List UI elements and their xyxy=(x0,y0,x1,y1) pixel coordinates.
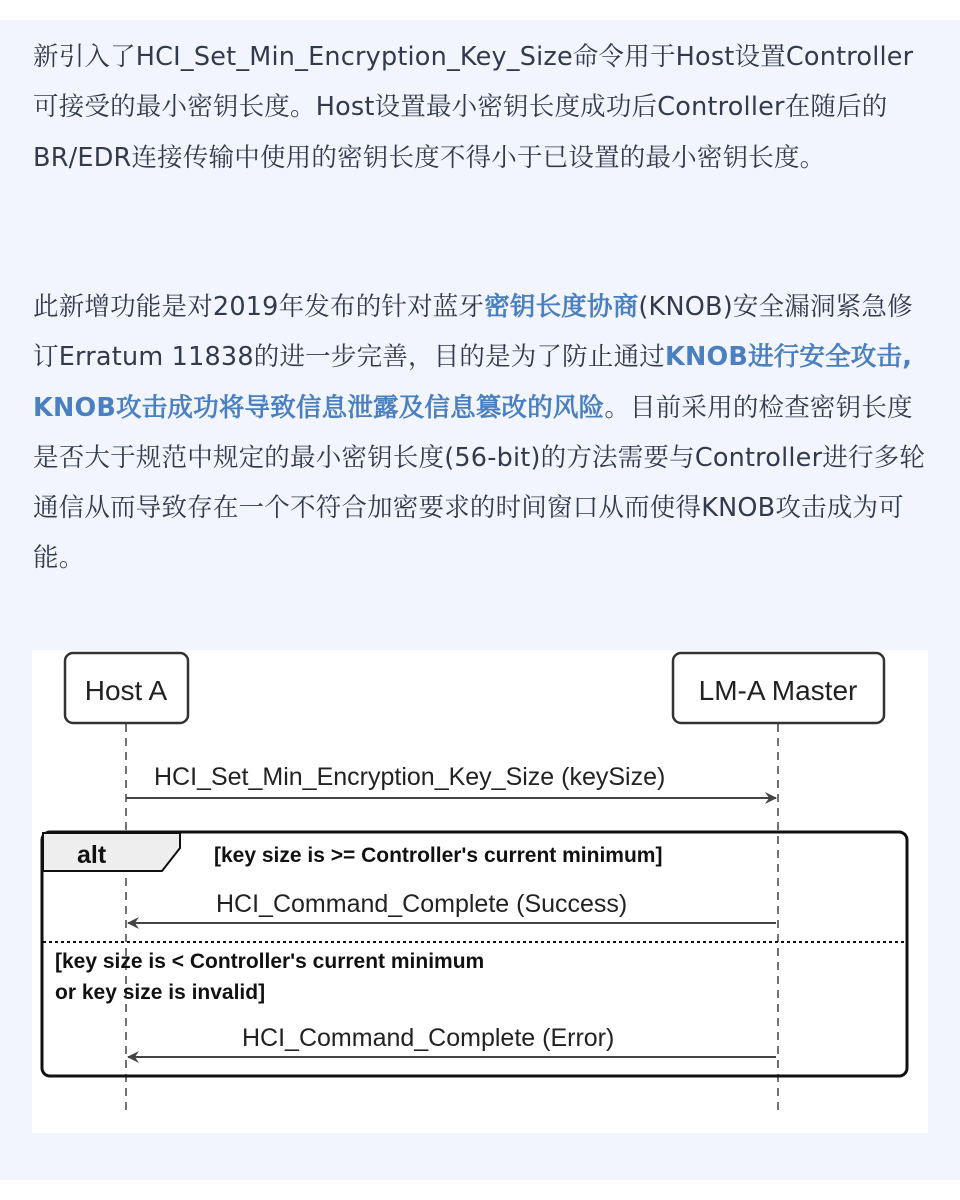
message-label: HCI_Command_Complete (Error) xyxy=(242,1024,615,1052)
participant-lm-a-master xyxy=(673,653,884,723)
condition-label: or key size is invalid] xyxy=(55,981,266,1004)
participant-label: LM-A Master xyxy=(698,675,858,706)
condition-label: [key size is >= Controller's current minimum] xyxy=(214,844,663,867)
condition-label: [key size is < Controller's current minimum xyxy=(55,950,485,973)
text-segment: (KNOB)安全漏洞紧急修订Erratum 11838的进一步完善，目的是为了防止通过 xyxy=(33,292,913,373)
message-label: HCI_Set_Min_Encryption_Key_Size (keySize) xyxy=(154,763,666,791)
participant-label: Host A xyxy=(84,675,168,706)
knob-link[interactable]: 密钥长度协商 xyxy=(484,292,639,322)
message-label: HCI_Command_Complete (Success) xyxy=(216,890,628,918)
text-segment: 。目前采用的检查密钥长度是否大于规范中规定的最小密钥长度(56-bit)的方法需要与Controller进行多轮通信从而导致存在一个不符合加密要求的时间窗口从而使得KNOB攻击成为可能。 xyxy=(33,392,926,574)
knob-paragraph xyxy=(33,282,928,584)
participant-host-a xyxy=(65,653,188,723)
knob-attack-highlight: KNOB进行安全攻击, KNOB攻击成功将导致信息泄露及信息篡改的风险 xyxy=(33,342,913,423)
alt-label: alt xyxy=(77,841,107,869)
intro-paragraph: 新引入了HCI_Set_Min_Encryption_Key_Size命令用于Host设置Controller可接受的最小密钥长度。Host设置最小密钥长度成功后Controller在随后的BR/EDR连接传输中使用的密钥长度不得小于已设置的最小密钥长度。 xyxy=(33,42,914,173)
text-segment: 此新增功能是对2019年发布的针对蓝牙 xyxy=(33,292,485,322)
sequence-diagram xyxy=(32,650,928,1133)
